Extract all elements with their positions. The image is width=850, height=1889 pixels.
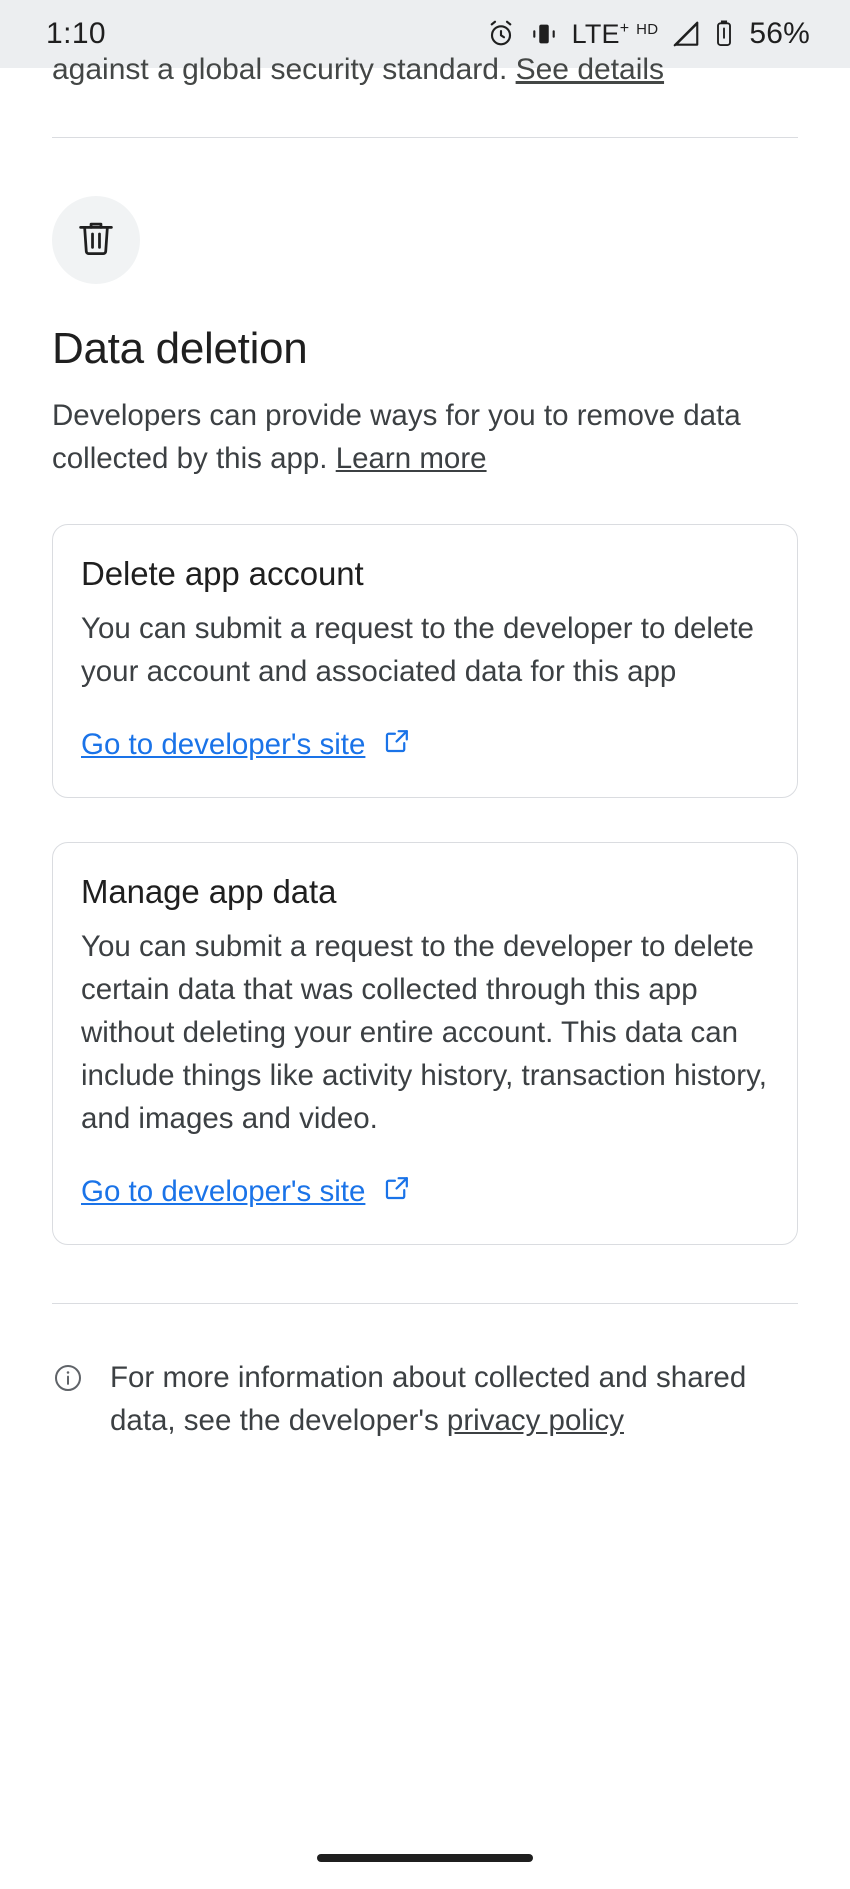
scroll-content[interactable] — [0, 53, 850, 1827]
battery-percent: 56% — [749, 17, 810, 50]
see-details-link[interactable]: See details — [515, 53, 665, 86]
home-gesture-pill[interactable] — [317, 1854, 533, 1862]
battery-icon — [714, 19, 734, 49]
footer-note — [52, 1356, 798, 1442]
card-manage-app-data — [52, 842, 798, 1245]
card-link-label: Go to developer's site — [81, 728, 366, 761]
network-type-label: LTE+ — [571, 18, 630, 49]
go-to-developers-site-link-1[interactable] — [81, 727, 411, 763]
alarm-icon — [486, 19, 516, 49]
section-description — [52, 394, 772, 480]
hd-badge: HD — [636, 21, 659, 38]
trash-icon — [74, 216, 118, 265]
footer-text — [110, 1356, 798, 1442]
privacy-policy-link[interactable]: privacy policy — [446, 1404, 624, 1437]
clipped-text: against a global security standard. — [52, 53, 516, 86]
signal-icon — [671, 19, 701, 49]
trash-icon-container — [52, 196, 140, 284]
page-title: Data deletion — [52, 324, 308, 373]
clipped-text-above — [52, 48, 798, 86]
section-description-text: Developers can provide ways for you to remove data collected by this app. — [52, 399, 741, 475]
card-body: You can submit a request to the developer to delete your account and associated data for this app — [81, 612, 754, 688]
external-link-icon — [383, 1174, 411, 1210]
status-icons — [486, 17, 810, 51]
navigation-bar — [0, 1827, 850, 1889]
card-title: Delete app account — [81, 555, 364, 592]
top-divider — [52, 137, 798, 138]
vibrate-icon — [529, 19, 559, 49]
card-title: Manage app data — [81, 873, 337, 910]
card-link-label: Go to developer's site — [81, 1175, 366, 1208]
go-to-developers-site-link-2[interactable] — [81, 1174, 411, 1210]
external-link-icon — [383, 727, 411, 763]
info-icon — [52, 1362, 84, 1399]
status-time: 1:10 — [46, 17, 106, 50]
bottom-divider — [52, 1303, 798, 1304]
card-delete-app-account — [52, 524, 798, 798]
learn-more-link[interactable]: Learn more — [335, 442, 487, 475]
footer-text-body: For more information about collected and shared data, see the developer's — [110, 1361, 747, 1437]
card-body: You can submit a request to the developer to delete certain data that was collected through this app without deleting your entire account. This data can include things like activity history, transaction history, and images and video. — [81, 930, 767, 1135]
